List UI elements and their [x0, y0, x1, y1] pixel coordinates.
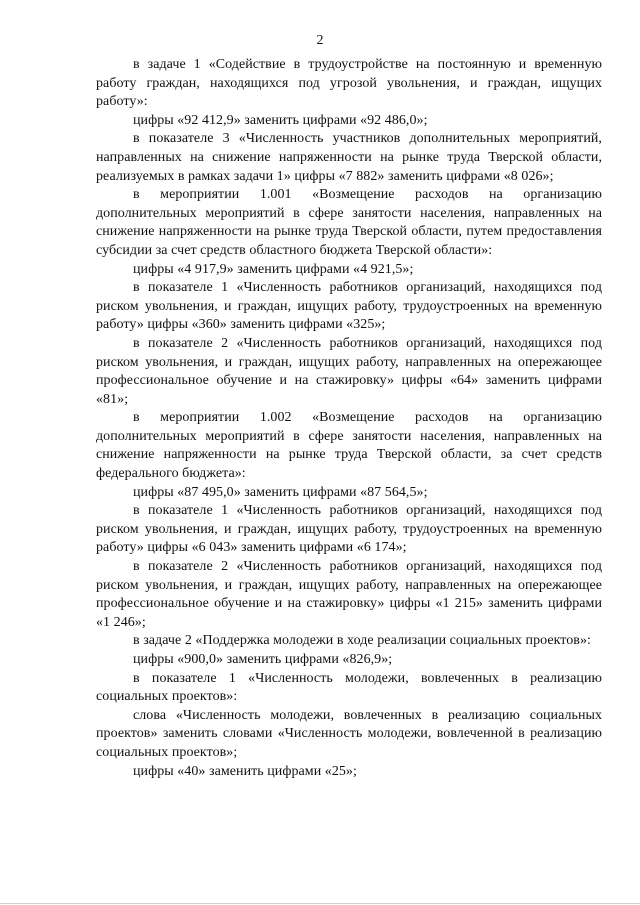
paragraph-measure-1001-indicator-1: в показателе 1 «Численность работников организаций, находящихся под риском увольнения, и граждан, ищущих работу, трудоустроенных на временную работу» цифры «360» заменить цифрами «325»;	[96, 280, 602, 333]
paragraph-task-1: в задаче 1 «Содействие в трудоустройстве на постоянную и временную работу граждан, находящихся под угрозой увольнения, и граждан, ищущих работу»:	[96, 57, 602, 110]
document-body	[96, 56, 602, 781]
page-number: 2	[316, 33, 324, 48]
paragraph-measure-1001-figures: цифры «4 917,9» заменить цифрами «4 921,5»;	[133, 261, 414, 277]
paragraph-measure-1002-indicator-1: в показателе 1 «Численность работников организаций, находящихся под риском увольнения, и граждан, ищущих работу, трудоустроенных на временную работу» цифры «6 043» заменить цифрами «6 174»;	[96, 503, 602, 556]
paragraph-task-1-figures: цифры «92 412,9» заменить цифрами «92 486,0»;	[133, 112, 428, 128]
page-bottom-edge	[0, 903, 640, 904]
paragraph-indicator-3: в показателе 3 «Численность участников дополнительных мероприятий, направленных на снижение напряженности на рынке труда Тверской области, реализуемых в рамках задачи 1» цифры «7 882» заменить цифрами «8 026»;	[96, 131, 602, 184]
paragraph-words-replacement: слова «Численность молодежи, вовлеченных в реализацию социальных проектов» заменить словами «Численность молодежи, вовлеченной в реализацию социальных проектов»;	[96, 707, 602, 760]
paragraph-measure-1002: в мероприятии 1.002 «Возмещение расходов на организацию дополнительных мероприятий в сфере занятости населения, направленных на снижение напряженности на рынке труда Тверской области, за счет средств федерального бюджета»:	[96, 410, 602, 482]
paragraph-task-2: в задаче 2 «Поддержка молодежи в ходе реализации социальных проектов»:	[133, 633, 591, 649]
paragraph-measure-1002-figures: цифры «87 495,0» заменить цифрами «87 564,5»;	[133, 484, 428, 500]
paragraph-measure-1001-indicator-2: в показателе 2 «Численность работников организаций, находящихся под риском увольнения, и граждан, ищущих работу, направленных на опережающее профессиональное обучение и на стажировку» цифры «64» заменить цифрами «81»;	[96, 335, 602, 407]
paragraph-final-figures: цифры «40» заменить цифрами «25»;	[133, 763, 357, 779]
paragraph-task-2-indicator-1: в показателе 1 «Численность молодежи, вовлеченных в реализацию социальных проектов»:	[96, 670, 602, 705]
paragraph-measure-1001: в мероприятии 1.001 «Возмещение расходов на организацию дополнительных мероприятий в сфере занятости населения, направленных на снижение напряженности на рынке труда Тверской области, путем предоставления субсидии за счет средств областного бюджета Тверской области»:	[96, 187, 602, 258]
paragraph-task-2-figures: цифры «900,0» заменить цифрами «826,9»;	[133, 652, 393, 667]
paragraph-measure-1002-indicator-2: в показателе 2 «Численность работников организаций, находящихся под риском увольнения, и граждан, ищущих работу, направленных на опережающее профессиональное обучение и на стажировку» цифры «1 215» заменить цифрами «1 246»;	[96, 559, 602, 630]
